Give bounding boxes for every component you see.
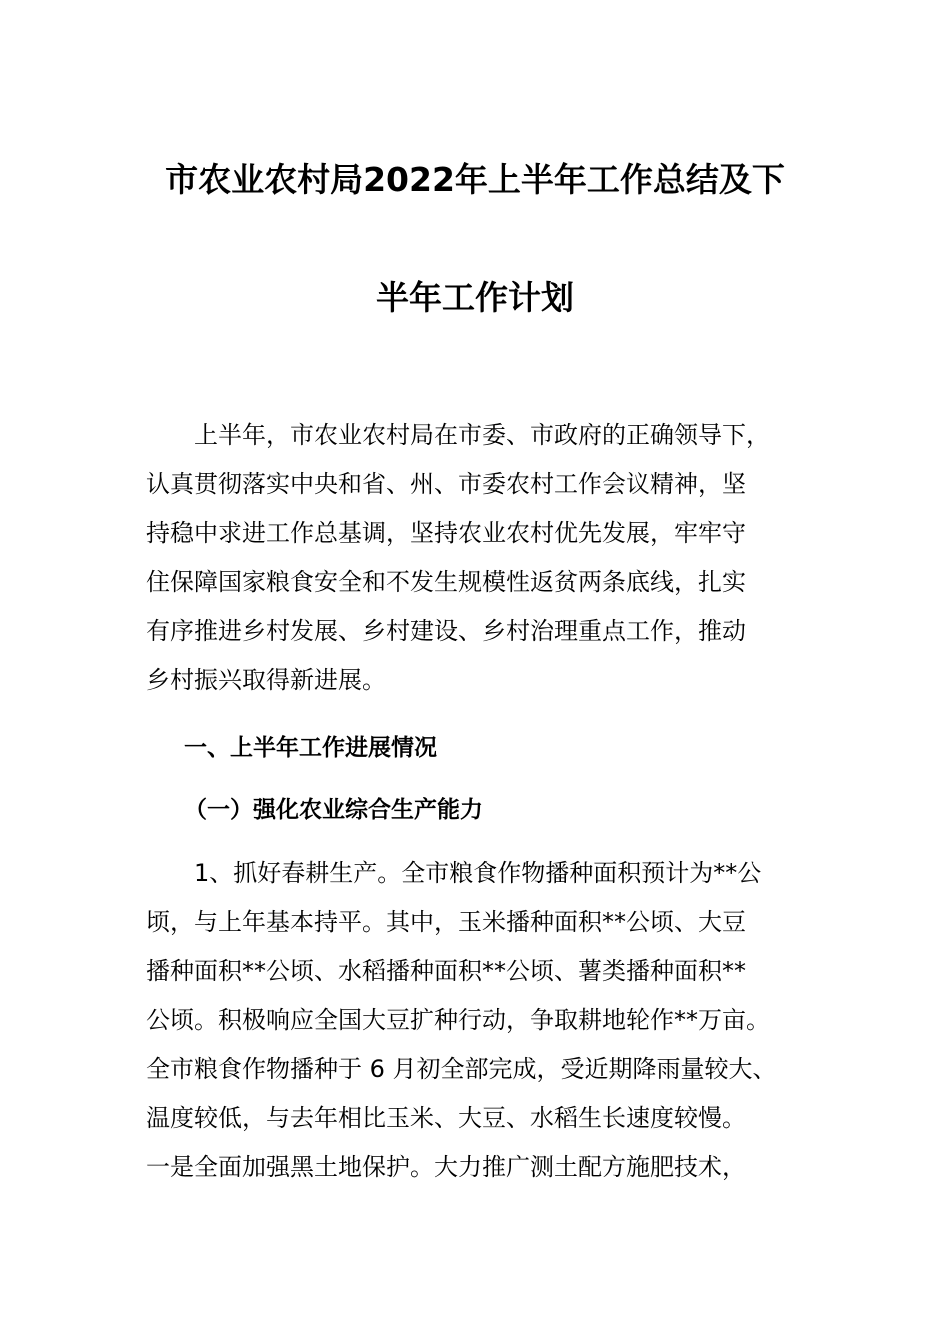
paragraph-line: 全市粮食作物播种于 6 月初全部完成，受近期降雨量较大、 <box>146 1055 777 1083</box>
paragraph-line: 公顷。积极响应全国大豆扩种行动，争取耕地轮作**万亩。 <box>146 1006 770 1034</box>
intro-paragraph <box>146 411 826 705</box>
document-title-line-2: 半年工作计划 <box>376 278 574 317</box>
document-title-line-1: 市农业农村局2022年上半年工作总结及下 <box>165 160 785 199</box>
paragraph-line: 一是全面加强黑土地保护。大力推广测土配方施肥技术， <box>146 1153 746 1181</box>
paragraph-spring-farming <box>146 849 826 1192</box>
intro-line: 认真贯彻落实中央和省、州、市委农村工作会议精神，坚 <box>146 470 746 498</box>
paragraph-line: 1、抓好春耕生产。全市粮食作物播种面积预计为**公 <box>146 859 762 887</box>
paragraph-line: 播种面积**公顷、水稻播种面积**公顷、薯类播种面积** <box>146 957 746 985</box>
intro-line: 上半年，市农业农村局在市委、市政府的正确领导下， <box>146 421 770 449</box>
intro-line: 有序推进乡村发展、乡村建设、乡村治理重点工作，推动 <box>146 617 746 645</box>
intro-line: 住保障国家粮食安全和不发生规模性返贫两条底线，扎实 <box>146 568 746 596</box>
paragraph-line: 顷，与上年基本持平。其中，玉米播种面积**公顷、大豆 <box>146 908 746 936</box>
section-heading: 一、上半年工作进展情况 <box>184 735 437 761</box>
subsection-heading: （一）强化农业综合生产能力 <box>184 797 483 823</box>
intro-line: 乡村振兴取得新进展。 <box>146 666 386 694</box>
intro-line: 持稳中求进工作总基调，坚持农业农村优先发展，牢牢守 <box>146 519 746 547</box>
paragraph-line: 温度较低，与去年相比玉米、大豆、水稻生长速度较慢。 <box>146 1104 746 1132</box>
